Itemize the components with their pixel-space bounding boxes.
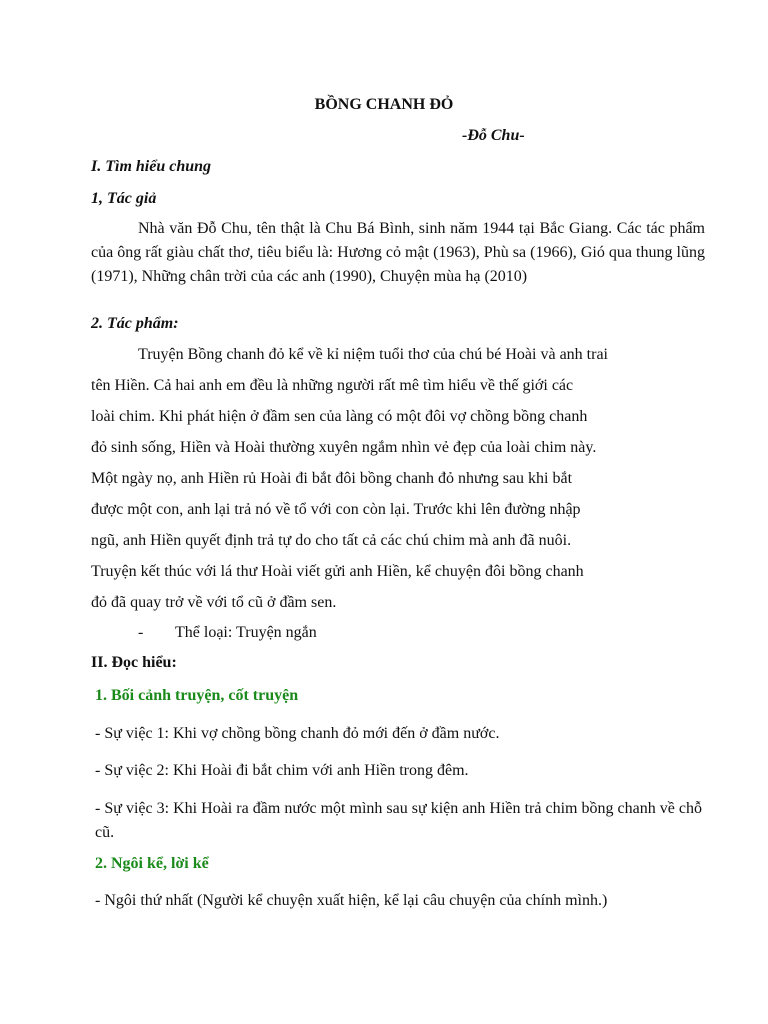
narrator-item: - Ngôi thứ nhất (Người kể chuyện xuất hiện, kể lại câu chuyện của chính mình.) <box>95 892 608 909</box>
author-paragraph: Nhà văn Đỗ Chu, tên thật là Chu Bá Bình, sinh năm 1944 tại Bắc Giang. Các tác phẩm của ông rất giàu chất thơ, tiêu biểu là: Hương cỏ mật (1963), Phù sa (1966), Gió qua thung lũng (1971), Những chân trời của các anh (1990), Chuyện mùa hạ (2010) <box>91 220 705 285</box>
story-line: Truyện kết thúc với lá thư Hoài viết gửi anh Hiền, kể chuyện đôi bồng chanh <box>91 563 584 580</box>
story-line: Truyện Bồng chanh đỏ kể về kỉ niệm tuổi thơ của chú bé Hoài và anh trai <box>138 346 608 363</box>
author-line: -Đỗ Chu- <box>462 127 525 144</box>
list-bullet-dash: - <box>138 624 144 641</box>
story-line: được một con, anh lại trả nó về tổ với con còn lại. Trước khi lên đường nhập <box>91 501 581 518</box>
story-line: ngũ, anh Hiền quyết định trả tự do cho tất cả các chú chim mà anh đã nuôi. <box>91 532 572 549</box>
story-line: đỏ sinh sống, Hiền và Hoài thường xuyên ngắm nhìn vẻ đẹp của loài chim này. <box>91 439 597 456</box>
story-line: loài chim. Khi phát hiện ở đầm sen của làng có một đôi vợ chồng bồng chanh <box>91 408 588 425</box>
green-heading-context: 1. Bối cảnh truyện, cốt truyện <box>95 687 299 704</box>
story-line: tên Hiền. Cả hai anh em đều là những người rất mê tìm hiểu về thế giới các <box>91 377 574 394</box>
green-heading-narration: 2. Ngôi kể, lời kể <box>95 855 209 872</box>
subheading-work: 2. Tác phẩm: <box>91 315 179 332</box>
genre-item: Thể loại: Truyện ngắn <box>175 624 317 641</box>
section-heading-general: I. Tìm hiểu chung <box>91 158 212 175</box>
event-item: - Sự việc 1: Khi vợ chồng bồng chanh đỏ mới đến ở đầm nước. <box>95 725 500 742</box>
event-item: - Sự việc 2: Khi Hoài đi bắt chim với anh Hiền trong đêm. <box>95 762 469 779</box>
story-line: đỏ đã quay trở về với tổ cũ ở đầm sen. <box>91 594 337 611</box>
document-title: BỒNG CHANH ĐỎ <box>314 96 454 113</box>
section-heading-reading: II. Đọc hiểu: <box>91 654 177 671</box>
event-item: - Sự việc 3: Khi Hoài ra đầm nước một mình sau sự kiện anh Hiền trả chim bồng chanh về chỗ cũ. <box>95 800 702 841</box>
subheading-author: 1, Tác giả <box>91 190 157 207</box>
story-line: Một ngày nọ, anh Hiền rủ Hoài đi bắt đôi bồng chanh đỏ nhưng sau khi bắt <box>91 470 573 487</box>
